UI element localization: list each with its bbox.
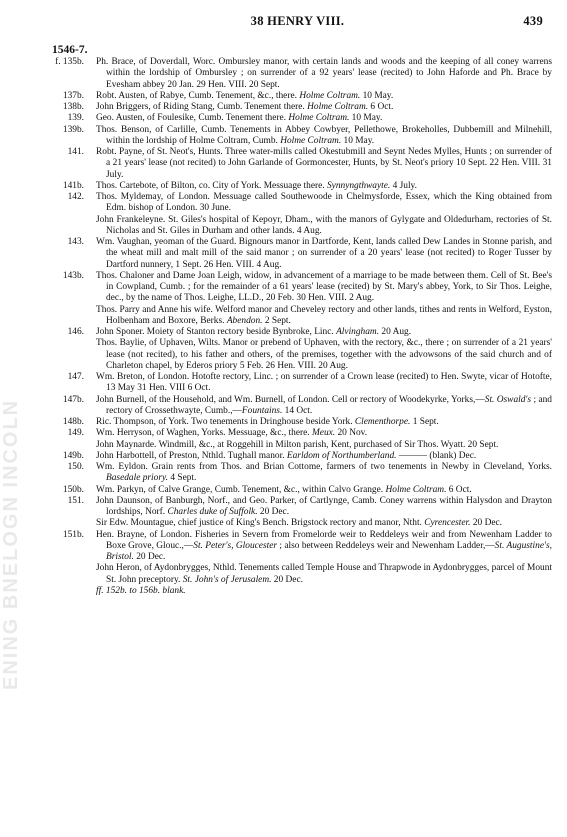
entry-text-run: 14 Oct. [282,405,313,416]
entry-text-run: John Frankeleyne. St. Giles's hospital of Kepoyr, Dham., with the manors of Gylygate and Oldedurham, rectories of St. Nicholas and St. Giles in Durham and other lands. 4 Aug. [96,214,552,236]
calendar-entry [34,563,552,586]
folio-reference: 137b. [62,90,84,101]
entry-source-italic: ff. 152b. to 156b. blank. [96,585,186,596]
calendar-entry [34,518,552,529]
calendar-entry [34,237,552,271]
calendar-entry [34,113,552,124]
entry-text-run: Thos. Parry and Anne his wife. Welford manor and Cheveley rectory and other lands, tithes and rents in Welford, Eyston, Holbenham and Boxore, Berks. [96,304,552,326]
entry-source-italic: Charles duke of Suffolk. [167,507,258,517]
calendar-entry [34,102,552,113]
entry-text-run: Thos. Benson, of Carlille, Cumb. Tenements in Abbey Cowbyer, Pellethowe, Brokeholles, Dubbemill and Milnehill, within the lordship of Holme Coltram, Cumb. [96,124,552,146]
entry-text-run: John Maynarde. Windmill, &c., at Roggehill in Milton parish, Kent, purchased of Sir Thos. Wyatt. 20 Sept. [96,439,499,450]
calendar-entry [34,485,552,496]
calendar-entry [34,428,552,439]
entry-source-italic: St. John's of Jerusalem. [182,574,272,585]
entry-text-run: Ph. Brace, of Doverdall, Worc. Ombursley manor, with certain lands and woods and the keeping of all coney warrens within the lordship of Ombursley ; on surrender of a 92 years' lease (recited) to John Haforde and Ph. Brace by Evesham abbey 20 Jan. 29 Hen. VIII. 20 Sept. [96,57,552,90]
entry-text [96,462,552,485]
entry-text [96,586,552,597]
year-heading: 1546-7. [52,44,88,56]
entry-source-italic: Cyrencester. [424,518,471,529]
calendar-entry [34,271,552,305]
entry-source-italic: Holme Coltram. [385,484,447,495]
entry-source-italic: Holme Coltram. [288,113,350,124]
entry-text-run: 4 Sept. [167,473,197,484]
entry-source-italic: Meux. [311,428,336,439]
entry-text-run: 2 Sept. [262,315,291,326]
entry-text-run: Sir Edw. Mountague, chief justice of King's Bench. Brigstock rectory and manor, Ntht. [96,518,425,529]
entry-source-italic: Clementhorpe. [354,417,411,427]
entry-text-run: Ric. Thompson, of York. Two tenements in Dringhouse beside York. [96,417,355,427]
folio-reference: 149b. [62,450,84,461]
calendar-entries [34,57,552,597]
calendar-entry [34,57,552,91]
entry-text-run: 10 May. [341,135,375,146]
calendar-entry [34,91,552,102]
entry-text [96,417,552,428]
calendar-entry [34,215,552,238]
entry-text-run: John Daunson, of Banburgh, Norf., and Geo. Parker, of Cartlynge, Camb. Coney warrens within Halysdon and Drayton lordships, Norf. [96,495,552,517]
entry-text-run: ; also between Reddeleys weir and Newenham Ladder,— [277,540,495,551]
entry-text [96,338,552,372]
entry-source-italic: Holme Coltram. [307,102,369,112]
entry-text [96,327,552,338]
entry-text-run: Robt. Payne, of St. Neot's, Hunts. Three water-mills called Okestubmill and Seynt Nedes Mylles, Hunts ; on surrender of a 21 years' lease (not recited) to John Garlande of Gormoncester, Hunts, by St. Neot's priory 10 Sept. 22 Hen. VIII. 31 July. [96,147,552,180]
calendar-entry [34,192,552,215]
entry-text [96,485,552,496]
entry-text [96,91,552,102]
entry-source-italic: Fountains. [241,405,283,416]
entry-text [96,271,552,305]
entry-text [96,215,552,238]
entry-text-run: ——— (blank) Dec. [396,450,477,461]
entry-source-italic: Alvingham. [336,327,380,337]
entry-text-run: John Briggers, of Riding Stang, Cumb. Tenement there. [96,102,308,112]
calendar-entry [34,181,552,192]
entry-text-run: 20 Aug. [379,327,412,337]
entry-text [96,181,552,192]
calendar-entry [34,496,552,519]
calendar-entry [34,462,552,485]
entry-text-run: Wm. Parkyn, of Calve Grange, Cumb. Tenement, &c., within Calvo Grange. [96,484,386,495]
calendar-entry [34,417,552,428]
entry-text-run: Thos. Myldemay, of London. Messuage called Southewoode in Chelmysforde, Essex, which the King obtained from Edm. bishop of London. 30 June. [96,192,552,214]
calendar-entry [34,586,552,597]
entry-source-italic: Abendon. [226,315,263,326]
entry-source-italic: St. Oswald's [484,394,532,405]
calendar-entry [34,327,552,338]
entry-text-run: 20 Dec. [257,507,290,517]
entry-source-italic: Holme Coltram. [299,90,361,101]
entry-text-run: Wm. Herryson, of Waghen, Yorks. Messuage, &c., there. [96,428,312,439]
entry-text-run: 1 Sept. [410,417,439,427]
entry-text-run: 20 Dec. [133,552,166,562]
folio-reference: 151. [67,495,84,506]
entry-text-run: John Heron, of Aydonbrygges, Nthld. Tenements called Temple House and Thrapwode in Aydonbrygges, parcel of Mount St. John preceptory. [96,563,552,585]
entry-text-run: Robt. Austen, of Rabye, Cumb. Tenement, &c., there. [96,90,300,101]
entry-text-run: Thos. Chaloner and Dame Joan Leigh, widow, in advancement of a marriage to be made between them. Cell of St. Bee's in Cowpland, Cumb. ; for the remainder of a 61 years' lease (recited) by St. Mary's abbey, York, to Sir Thos. Leighe, dec., by the name of Thos. Leighe, LL.D., 20 Feb. 30 Hen. VIII. 2 Aug. [96,270,552,304]
entry-source-italic: St. Peter's, Gloucester [193,540,278,551]
folio-reference: 150. [67,462,84,472]
entry-text [96,395,552,418]
calendar-entry [34,372,552,395]
entry-text [96,102,552,113]
entry-text [96,192,552,215]
folio-reference: 148b. [62,417,84,427]
calendar-entry [34,125,552,148]
entry-text-run: 20 Dec. [470,518,503,529]
entry-text-run: 6 Oct. [446,484,472,495]
entry-text-run: ; and rectory of Crossethwayte, Cumb.,— [106,394,552,416]
entry-text [96,518,552,529]
calendar-entry [34,395,552,418]
folio-reference: 141. [67,147,84,157]
library-watermark: ENING BNELOGN INCOLN [0,398,22,690]
entry-source-italic: St. Augustine's, Bristol. [106,540,552,562]
folio-reference: f. 135b. [55,57,84,67]
folio-reference: 141b. [62,180,84,191]
calendar-entry [34,147,552,181]
calendar-entry [34,440,552,451]
calendar-entry [34,305,552,328]
entry-text-run: Wm. Eyldon. Grain rents from Thos. and Brian Cottome, farmers of two tenements in Newby in Cleveland, Yorks. [96,462,552,472]
entry-text-run: Thos. Baylie, of Uphaven, Wilts. Manor or prebend of Uphaven, with the rectory, &c., there ; on surrender of a 21 years' lease (not recited), to his father and others, of the premises, together with the advowsons of the said church and of Charleton chapel, by Ederos priory 5 Feb. 26 Hen. VIII. 20 Aug. [96,338,552,371]
entry-source-italic: Basedale priory. [106,473,168,484]
entry-text-run: Wm. Breton, of London. Hotofte rectory, Linc. ; on surrender of a Crown lease (recited) to Hen. Swyte, vicar of Hotofte, 13 May 31 Hen. VIII 6 Oct. [96,372,552,394]
entry-text-run: Hen. Brayne, of London. Fisheries in Severn from Fromelorde weir to Reddeleys weir and from Newenham Ladder to Boxe Grove, Glouc.,— [96,529,552,551]
entry-text [96,305,552,328]
folio-reference: 143. [67,237,84,247]
running-title: 38 HENRY VIII. [250,14,345,28]
calendar-entry [34,530,552,564]
entry-text-run: 6 Oct. [368,102,394,112]
entry-text-run: Geo. Austen, of Foulesike, Cumb. Tenement there. [96,113,289,124]
folio-reference: 151b. [62,529,84,540]
folio-reference: 150b. [62,484,84,495]
page-number: 439 [523,14,543,28]
folio-reference: 143b. [62,270,84,281]
entry-text [96,428,552,439]
folio-reference: 147b. [62,394,84,405]
entry-text-run: 10 May. [349,113,383,124]
entry-text [96,237,552,271]
entry-text-run: John Sponer. Moiety of Stanton rectory beside Bynbroke, Linc. [96,327,337,337]
entry-text [96,496,552,519]
entry-text [96,451,552,462]
folio-reference: 146. [67,327,84,337]
entry-source-italic: Earldom of Northumberland. [286,450,397,461]
entry-text [96,530,552,564]
entry-text-run: John Burnell, of the Household, and Wm. Burnell, of London. Cell or rectory of Woodekyrke, Yorks,— [96,394,485,405]
entry-text-run: Wm. Vaughan, yeoman of the Guard. Bignours manor in Dartforde, Kent, lands called Dew Landes in Stonne parish, and the wheat mill and malt mill of the said manor ; on surrender of a 20 years' lease (not recited) to Roger Tusser by Dartford nunnery, 1 Sept. 26 Hen. VIII. 4 Aug. [96,237,552,270]
folio-reference: 139. [67,113,84,124]
entry-source-italic: Holme Coltram. [280,135,342,146]
entry-text-run: 20 Dec. [271,574,303,585]
folio-reference: 139b. [62,124,84,135]
calendar-entry [34,338,552,372]
running-header [52,14,543,32]
entry-text-run: 4 July. [390,180,417,191]
entry-text [96,563,552,586]
entry-text [96,113,552,124]
entry-text-run: 10 May. [360,90,394,101]
entry-text [96,57,552,91]
folio-reference: 149. [67,428,84,439]
folio-reference: 142. [67,192,84,202]
calendar-entry [34,451,552,462]
folio-reference: 138b. [62,102,84,112]
entry-text-run: Thos. Cartebote, of Bilton, co. City of York. Messuage there. [96,180,327,191]
entry-text [96,147,552,181]
entry-source-italic: Synnyngthwayte. [326,180,391,191]
entry-text-run: John Harbottell, of Preston, Nthld. Tughall manor. [96,450,287,461]
entry-text-run: 20 Nov. [335,428,368,439]
entry-text [96,440,552,451]
folio-reference: 147. [67,372,84,382]
entry-text [96,372,552,395]
entry-text [96,125,552,148]
